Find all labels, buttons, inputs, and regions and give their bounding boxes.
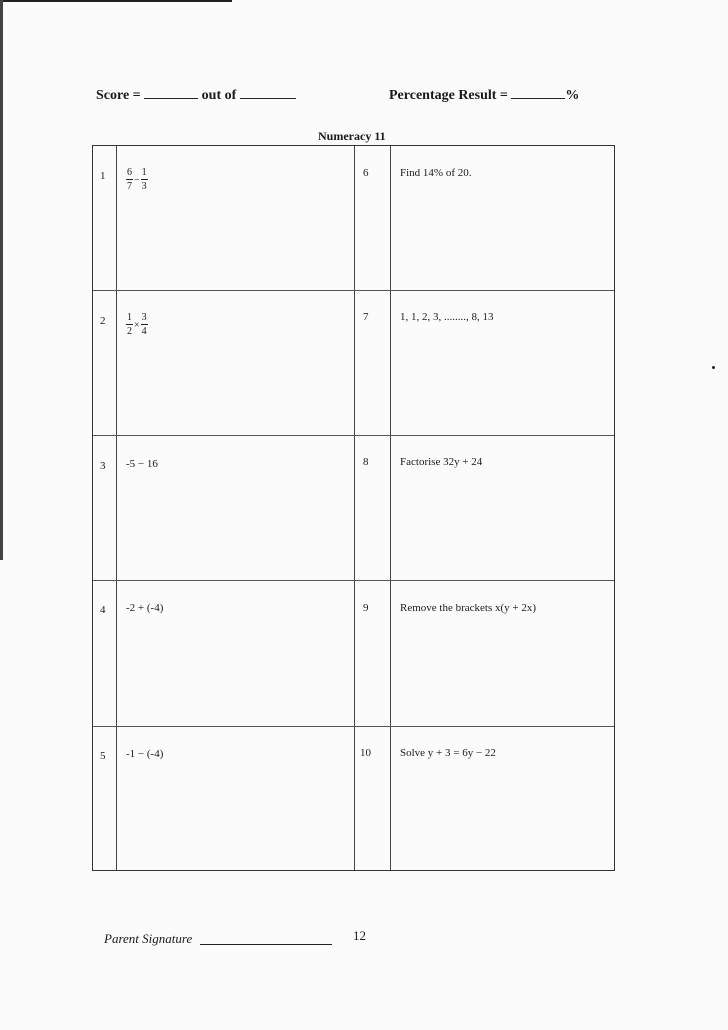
fraction bbox=[126, 313, 133, 337]
fraction bbox=[141, 313, 148, 337]
column-divider bbox=[116, 146, 117, 870]
score-blank[interactable] bbox=[144, 88, 198, 99]
question-text: Find 14% of 20. bbox=[400, 167, 472, 179]
percentage-blank[interactable] bbox=[511, 88, 565, 99]
row-divider bbox=[93, 435, 614, 436]
question-number: 9 bbox=[363, 602, 369, 614]
fraction bbox=[126, 168, 133, 192]
scan-edge-left bbox=[0, 0, 3, 560]
question-number: 6 bbox=[363, 167, 369, 179]
question-text: -2 + (-4) bbox=[126, 602, 164, 614]
scan-edge-top bbox=[0, 0, 232, 2]
question-text: 1, 1, 2, 3, ........, 8, 13 bbox=[400, 311, 494, 323]
numerator: 1 bbox=[141, 167, 147, 178]
question-text bbox=[126, 168, 148, 192]
question-text: -5 − 16 bbox=[126, 458, 158, 470]
column-divider bbox=[354, 146, 355, 870]
question-number: 2 bbox=[100, 315, 106, 327]
question-text: Solve y + 3 = 6y − 22 bbox=[400, 747, 496, 759]
out-of-label: out of bbox=[201, 88, 237, 103]
denominator: 4 bbox=[141, 326, 147, 337]
numerator: 6 bbox=[127, 167, 132, 178]
column-divider bbox=[390, 146, 391, 870]
question-text bbox=[126, 313, 148, 337]
scan-speck bbox=[712, 366, 715, 369]
question-number: 1 bbox=[100, 170, 106, 182]
score-label: Score = bbox=[96, 88, 141, 103]
question-grid bbox=[92, 145, 615, 871]
question-number: 5 bbox=[100, 750, 106, 762]
page-number: 12 bbox=[353, 928, 366, 943]
numerator: 1 bbox=[127, 312, 132, 323]
numerator: 3 bbox=[141, 312, 147, 323]
denominator: 2 bbox=[127, 326, 132, 337]
question-number: 8 bbox=[363, 456, 369, 468]
question-text: Remove the brackets x(y + 2x) bbox=[400, 602, 537, 614]
row-divider bbox=[93, 580, 614, 581]
denominator: 7 bbox=[127, 181, 132, 192]
question-number: 4 bbox=[100, 604, 106, 616]
question-text: -1 − (-4) bbox=[126, 748, 164, 760]
percent-sign: % bbox=[565, 88, 580, 103]
operator: − bbox=[134, 174, 140, 186]
score-line bbox=[96, 88, 296, 104]
out-of-blank[interactable] bbox=[240, 88, 296, 99]
question-number: 7 bbox=[363, 311, 369, 323]
percentage-label: Percentage Result = bbox=[389, 88, 508, 103]
operator: × bbox=[134, 319, 140, 331]
row-divider bbox=[93, 290, 614, 291]
question-number: 3 bbox=[100, 460, 106, 472]
parent-signature-line[interactable] bbox=[200, 944, 332, 945]
question-number: 10 bbox=[360, 747, 371, 759]
parent-signature-label: Parent Signature bbox=[104, 931, 193, 946]
denominator: 3 bbox=[141, 181, 147, 192]
question-text: Factorise 32y + 24 bbox=[400, 456, 483, 468]
row-divider bbox=[93, 726, 614, 727]
worksheet-title: Numeracy 11 bbox=[318, 129, 386, 143]
fraction bbox=[141, 168, 148, 192]
percentage-line bbox=[389, 88, 579, 104]
